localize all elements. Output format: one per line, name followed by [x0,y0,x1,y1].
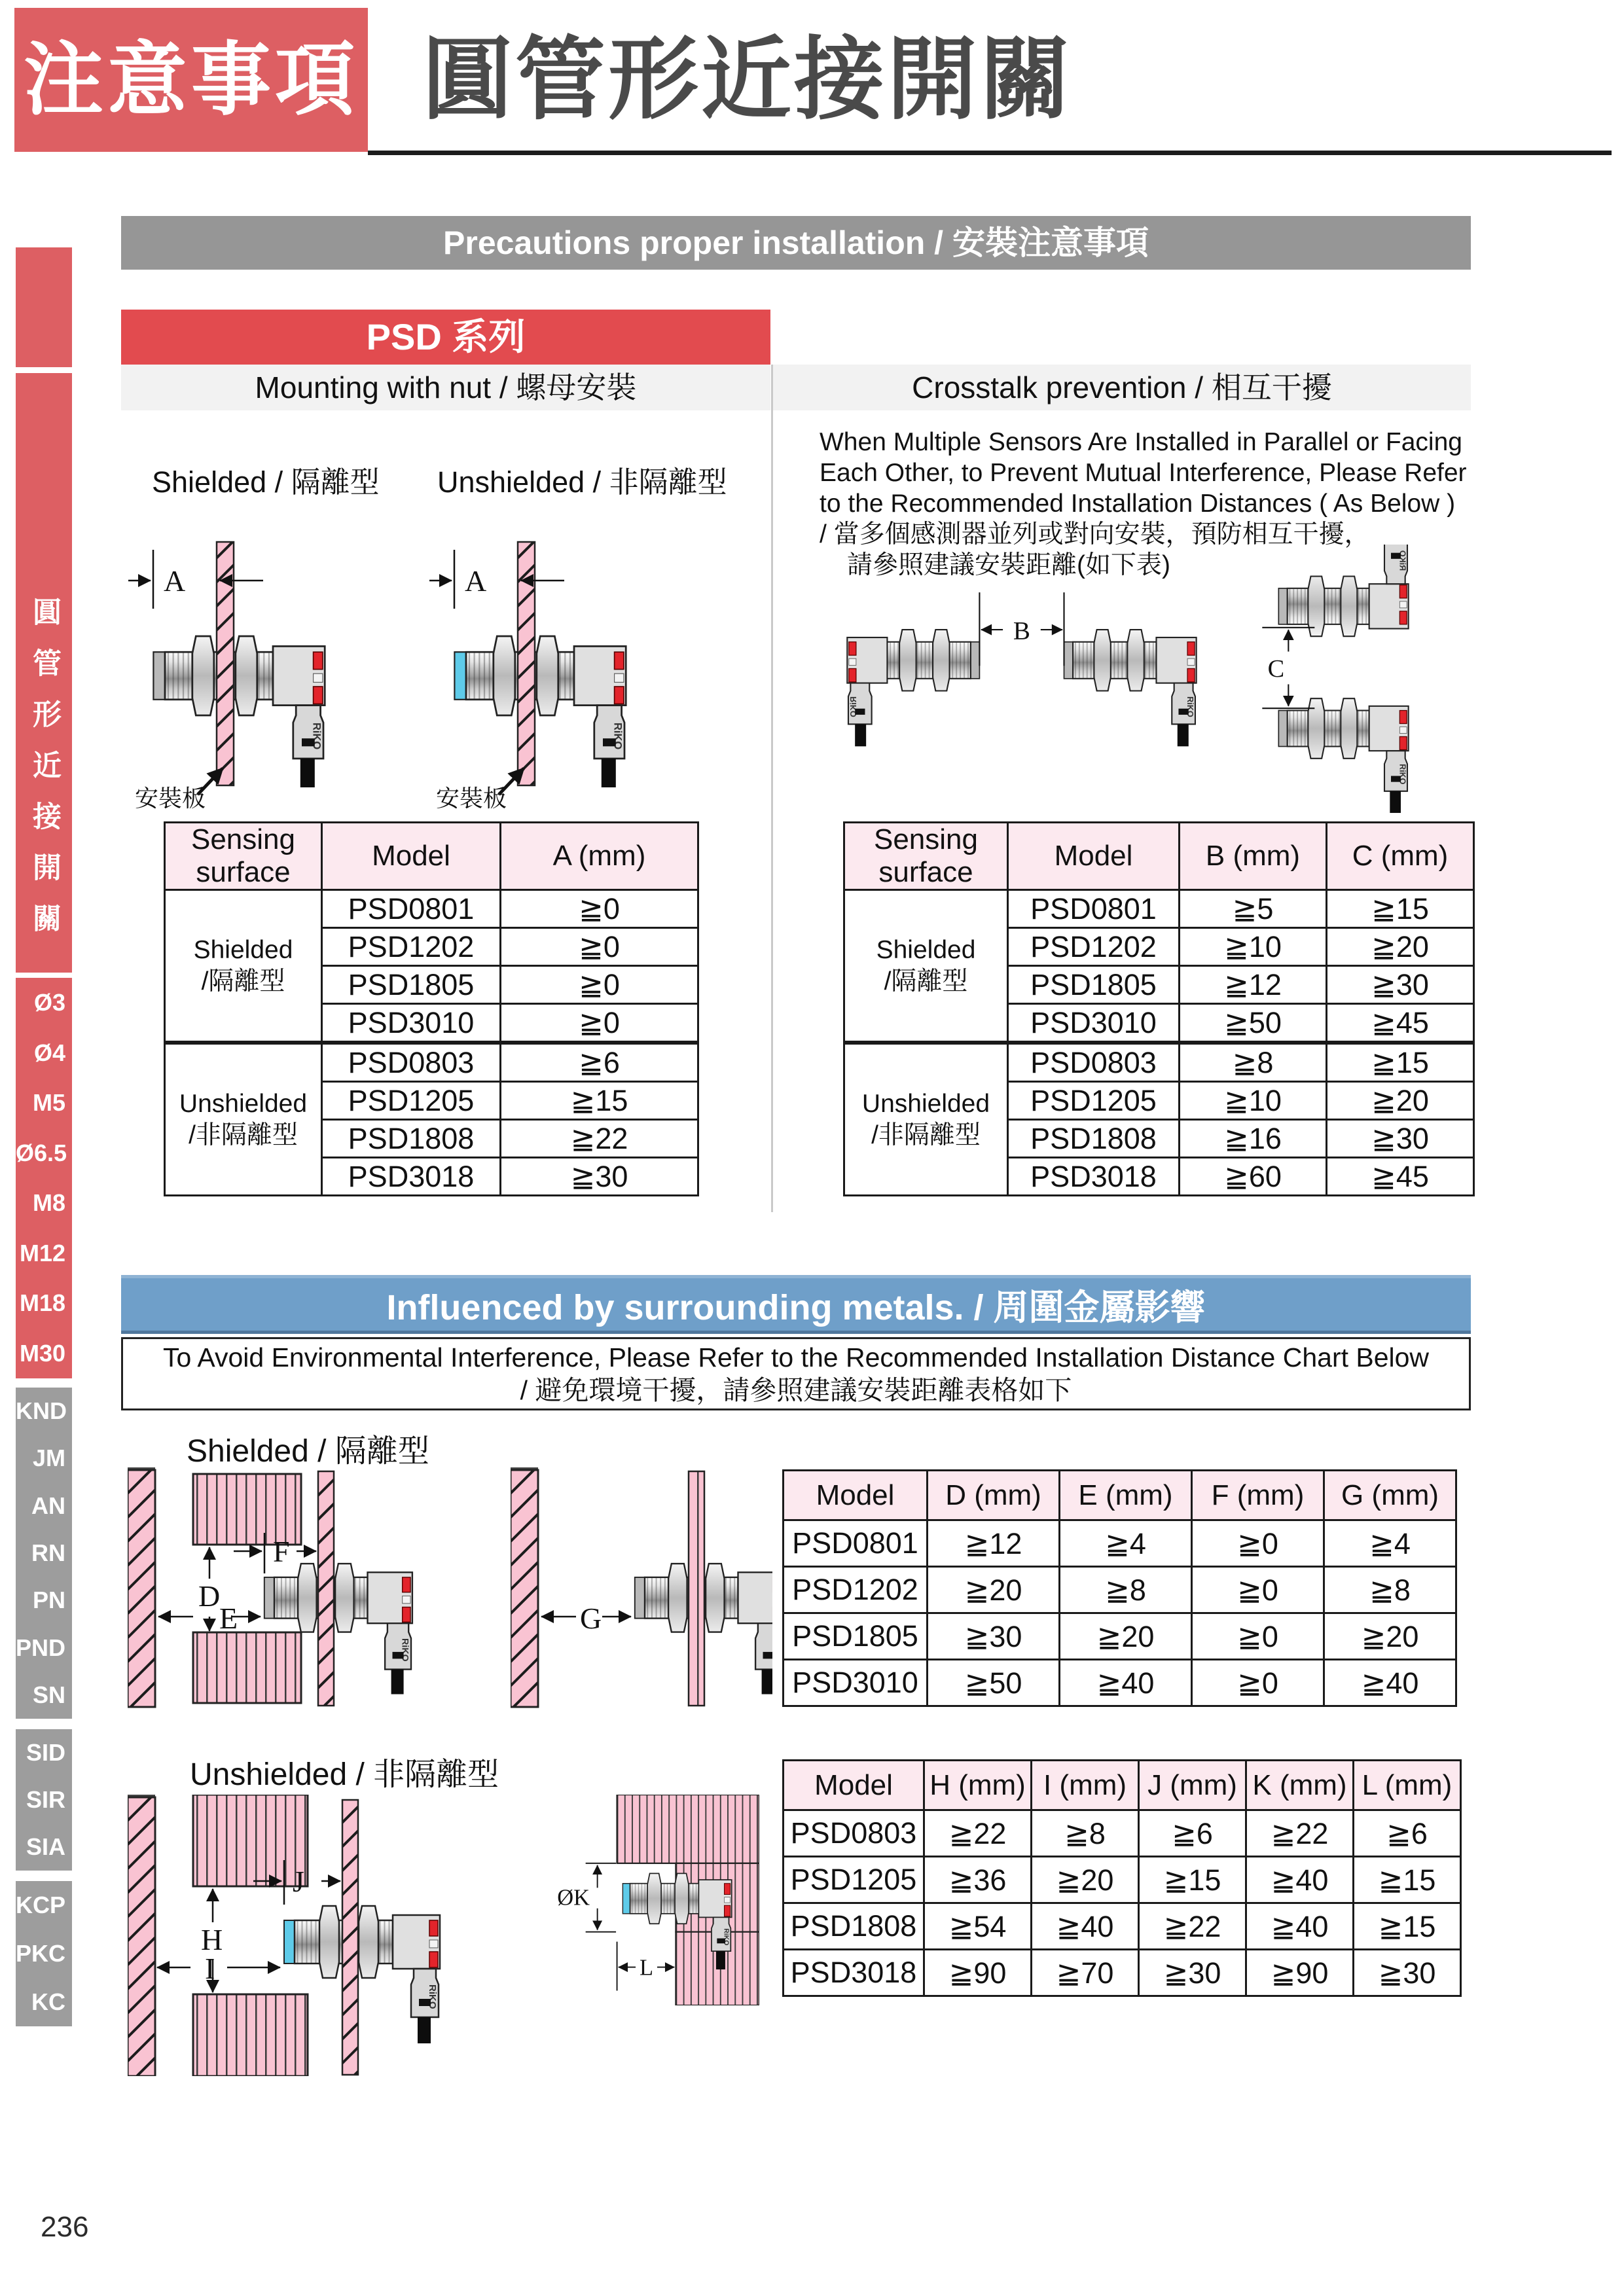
cell-value: ≧90 [1246,1950,1354,1996]
sidebar-tab-pnd[interactable]: PND [16,1634,66,1661]
table-header: H (mm) [924,1761,1032,1810]
sidebar-tab-m30[interactable]: M30 [19,1339,65,1367]
crosstalk-line: to the Recommended Installation Distances ( As Below ) [820,490,1456,518]
cell-value: ≧10 [1180,928,1327,966]
cell-model: PSD3018 [1008,1158,1180,1196]
sidebar-tab-kcp[interactable]: KCP [16,1892,66,1918]
sidebar-tab-o3[interactable]: Ø3 [33,989,65,1016]
sidebar-tab-rn[interactable]: RN [31,1539,65,1566]
mounting-plate [318,1471,334,1706]
dim-label-c: C [1267,655,1285,683]
cell-model: PSD1805 [322,966,501,1004]
sidebar-tab-o4[interactable]: Ø4 [33,1039,65,1066]
dim-label-b: B [1013,617,1030,645]
cell-value: ≧6 [1139,1810,1246,1857]
crosstalk-line: / 當多個感測器並列或對向安裝，預防相互干擾， [820,520,1370,548]
cell-model: PSD1202 [784,1567,928,1613]
cell-value: ≧36 [924,1857,1032,1903]
group-label [165,1043,322,1196]
cell-value: ≧0 [1192,1613,1324,1660]
dim-label-j: J [293,1865,304,1898]
mounting-plate [217,542,234,785]
metal-block-bottom [193,1632,301,1703]
cell-model: PSD0803 [1008,1043,1180,1082]
metal-block-top [193,1474,301,1545]
sensor-graphic [153,636,325,787]
dim-label-f: F [273,1535,290,1568]
cell-value: ≧20 [1032,1857,1139,1903]
dim-label-h: H [201,1923,223,1956]
dim-label-g: G [580,1602,602,1635]
cell-value: ≧15 [1354,1857,1461,1903]
cell-value: ≧70 [1032,1950,1139,1996]
cell-model: PSD0803 [784,1810,924,1857]
title-rule [368,151,1612,155]
dim-label-e: E [219,1602,238,1635]
cell-value: ≧8 [1324,1567,1456,1613]
page-title: 圓管形近接開關 [422,29,1074,130]
cell-value: ≧12 [1180,966,1327,1004]
table-header: C (mm) [1327,823,1474,890]
cell-value: ≧30 [1139,1950,1246,1996]
sidebar-tab-sir[interactable]: SIR [26,1786,65,1813]
dim-label-k: ØK [557,1885,590,1910]
mounting-distance-table [164,821,699,1196]
metal-block-bottom [193,1994,308,2076]
cell-value: ≧30 [928,1613,1060,1660]
table-header: I (mm) [1032,1761,1139,1810]
mount-plate-label: 安裝板 [135,785,206,812]
sensor-graphic [454,636,626,787]
table-header: E (mm) [1060,1471,1192,1520]
crosstalk-line: 請參照建議安裝距離(如下表) [847,551,1170,579]
influence-unshielded-label: Unshielded / 非隔離型 [190,1757,499,1792]
cell-value: ≧16 [1180,1120,1327,1158]
sidebar-tab-sid[interactable]: SID [26,1739,65,1766]
cell-value: ≧22 [1139,1903,1246,1950]
page-number: 236 [41,2211,89,2243]
diagram-crosstalk-c [1260,545,1456,817]
mounting-plate [342,1800,358,2075]
cell-value: ≧22 [501,1120,698,1158]
group-label-zh: /非隔離型 [871,1121,981,1149]
cell-model: PSD1202 [322,928,501,966]
cell-value: ≧40 [1032,1903,1139,1950]
diagram-shielded-g [511,1467,772,1710]
cell-value: ≧20 [1060,1613,1192,1660]
cell-model: PSD3010 [1008,1004,1180,1043]
unshielded-label: Unshielded / 非隔離型 [437,465,727,499]
cell-model: PSD0801 [322,890,501,928]
page-tag: 注意事項 [14,8,368,152]
sidebar-tab-knd[interactable]: KND [16,1397,67,1425]
cell-value: ≧15 [1139,1857,1246,1903]
cell-model: PSD1808 [1008,1120,1180,1158]
table-header: D (mm) [928,1471,1060,1520]
cell-model: PSD0801 [1008,890,1180,928]
cell-value: ≧45 [1327,1158,1474,1196]
diagram-mounting-unshielded [425,504,707,812]
table-header: Model [1008,823,1180,890]
cell-value: ≧30 [1327,1120,1474,1158]
shielded-label: Shielded / 隔離型 [152,465,380,499]
diagram-unshielded-kl [543,1795,759,2005]
group-label-en: Shielded [876,935,976,964]
group-label-zh: /隔離型 [201,967,285,996]
sidebar-tab-m5[interactable]: M5 [32,1089,65,1117]
influence-note [121,1337,1471,1410]
cell-value: ≧30 [501,1158,698,1196]
table-header: J (mm) [1139,1761,1246,1810]
group-label [844,1043,1008,1196]
group-label-en: Shielded [193,935,293,964]
cell-model: PSD1805 [784,1613,928,1660]
dim-label-a: A [164,564,186,598]
cell-value: ≧8 [1032,1810,1139,1857]
sidebar-size-tabs [16,978,72,1378]
sidebar-category-tab[interactable] [16,373,72,973]
cell-value: ≧0 [1192,1660,1324,1706]
crosstalk-header: Crosstalk prevention / 相互干擾 [773,365,1471,410]
sidebar-tab-pkc[interactable]: PKC [16,1940,66,1967]
influence-note-line2: / 避免環境干擾，請參照建議安裝距離表格如下 [520,1375,1072,1405]
dim-label-d: D [198,1579,221,1613]
mounting-header: Mounting with nut / 螺母安裝 [121,365,770,410]
crosstalk-distance-table [843,821,1475,1196]
cell-value: ≧4 [1324,1520,1456,1567]
cell-value: ≧22 [1246,1810,1354,1857]
table-header: B (mm) [1180,823,1327,890]
mounting-plate [689,1471,704,1706]
dim-label-a: A [465,564,487,598]
cell-value: ≧6 [1354,1810,1461,1857]
cell-value: ≧15 [1354,1903,1461,1950]
cell-value: ≧20 [1327,1082,1474,1120]
metal-wall [128,1797,155,2076]
diagram-unshielded-hij [128,1795,533,2076]
table-header: G (mm) [1324,1471,1456,1520]
sidebar-series-tabs-3 [16,1881,72,2026]
sidebar-tab-sn[interactable]: SN [32,1681,65,1708]
cell-value: ≧15 [501,1082,698,1120]
shielded-influence-table [782,1469,1457,1707]
metal-wall [128,1470,155,1707]
mounting-plate [518,542,535,785]
cell-value: ≧40 [1324,1660,1456,1706]
cell-model: PSD0803 [322,1043,501,1082]
unshielded-influence-table [782,1759,1462,1997]
cell-model: PSD1205 [322,1082,501,1120]
group-label-en: Unshielded [179,1089,308,1118]
cell-value: ≧0 [501,1004,698,1043]
cell-model: PSD0801 [784,1520,928,1567]
dim-label-i: I [205,1952,215,1985]
dim-label-l: L [640,1955,654,1981]
sidebar-tab-o6-5[interactable]: Ø6.5 [16,1139,67,1166]
sidebar-tab-pn[interactable]: PN [32,1587,65,1614]
cell-model: PSD3010 [784,1660,928,1706]
cell-value: ≧15 [1327,890,1474,928]
table-header: Model [784,1761,924,1810]
crosstalk-line: When Multiple Sensors Are Installed in Parallel or Facing [820,428,1462,456]
influence-note-line1: To Avoid Environmental Interference, Please Refer to the Recommended Installation Distance Chart Below [162,1342,1430,1372]
cell-value: ≧60 [1180,1158,1327,1196]
sensor-graphic [1278,698,1408,813]
cell-value: ≧15 [1327,1043,1474,1082]
table-header: F (mm) [1192,1471,1324,1520]
cell-model: PSD1205 [1008,1082,1180,1120]
psd-series-banner: PSD 系列 [121,310,770,365]
column-divider [771,365,773,1212]
cell-value: ≧8 [1180,1043,1327,1082]
table-header: Sensing surface [844,823,1008,890]
cell-value: ≧5 [1180,890,1327,928]
sidebar-category-label: 圓管形近接開關 [28,597,60,954]
table-header: Model [322,823,501,890]
diagram-shielded-def [128,1467,501,1710]
sidebar-series-tabs-1 [16,1388,72,1719]
cell-model: PSD1805 [1008,966,1180,1004]
sidebar-tab-jm[interactable]: JM [32,1444,65,1472]
cell-value: ≧40 [1246,1903,1354,1950]
sidebar-tab-m18[interactable]: M18 [19,1289,65,1317]
metal-block [617,1795,759,1863]
cell-value: ≧10 [1180,1082,1327,1120]
sidebar-tab-sia[interactable]: SIA [26,1833,65,1860]
cell-value: ≧30 [1327,966,1474,1004]
group-label-en: Unshielded [861,1089,990,1118]
cell-value: ≧0 [1192,1567,1324,1613]
cell-value: ≧20 [1324,1613,1456,1660]
cell-model: PSD1808 [784,1903,924,1950]
cell-model: PSD1205 [784,1857,924,1903]
cell-value: ≧40 [1060,1660,1192,1706]
cell-value: ≧90 [924,1950,1032,1996]
group-label-zh: /隔離型 [884,967,968,996]
table-header: A (mm) [501,823,698,890]
cell-value: ≧0 [1192,1520,1324,1567]
section-banner: Precautions proper installation / 安裝注意事項 [121,216,1471,270]
table-header: Sensing surface [165,823,322,890]
crosstalk-line: Each Other, to Prevent Mutual Interference, Please Refer [820,459,1467,487]
sidebar-series-tabs-2 [16,1729,72,1871]
group-label [844,890,1008,1043]
cell-value: ≧45 [1327,1004,1474,1043]
influence-shielded-label: Shielded / 隔離型 [187,1434,429,1469]
cell-value: ≧4 [1060,1520,1192,1567]
cell-model: PSD3018 [784,1950,924,1996]
cell-value: ≧20 [928,1567,1060,1613]
cell-value: ≧20 [1327,928,1474,966]
cell-value: ≧6 [501,1043,698,1082]
table-header: L (mm) [1354,1761,1461,1810]
cell-value: ≧50 [928,1660,1060,1706]
cell-value: ≧0 [501,890,698,928]
cell-model: PSD1808 [322,1120,501,1158]
cell-value: ≧12 [928,1520,1060,1567]
cell-value: ≧0 [501,928,698,966]
cell-value: ≧8 [1060,1567,1192,1613]
diagram-mounting-shielded [124,504,406,812]
table-header: K (mm) [1246,1761,1354,1810]
sidebar-tab-an[interactable]: AN [31,1492,65,1519]
sensor-graphic [1278,545,1408,636]
table-header: Model [784,1471,928,1520]
cell-value: ≧30 [1354,1950,1461,1996]
sensor-graphic [847,630,979,746]
influence-banner: Influenced by surrounding metals. / 周圍金屬影響 [121,1275,1471,1334]
sidebar-tab-kc[interactable]: KC [31,1988,65,2015]
cell-value: ≧40 [1246,1857,1354,1903]
sidebar-block-top [16,247,72,367]
sensor-graphic [1064,630,1197,746]
metal-block-top [193,1795,308,1886]
group-label-zh: /非隔離型 [189,1121,298,1149]
group-label [165,890,322,1043]
cell-value: ≧22 [924,1810,1032,1857]
metal-wall [511,1470,538,1707]
cell-value: ≧0 [501,966,698,1004]
mount-plate-label: 安裝板 [436,785,507,812]
cell-model: PSD3018 [322,1158,501,1196]
sidebar-tab-m8[interactable]: M8 [32,1189,65,1217]
cell-value: ≧50 [1180,1004,1327,1043]
sidebar-tab-m12[interactable]: M12 [19,1239,65,1266]
cell-model: PSD1202 [1008,928,1180,966]
diagram-crosstalk-b [826,588,1232,794]
cell-value: ≧54 [924,1903,1032,1950]
cell-model: PSD3010 [322,1004,501,1043]
